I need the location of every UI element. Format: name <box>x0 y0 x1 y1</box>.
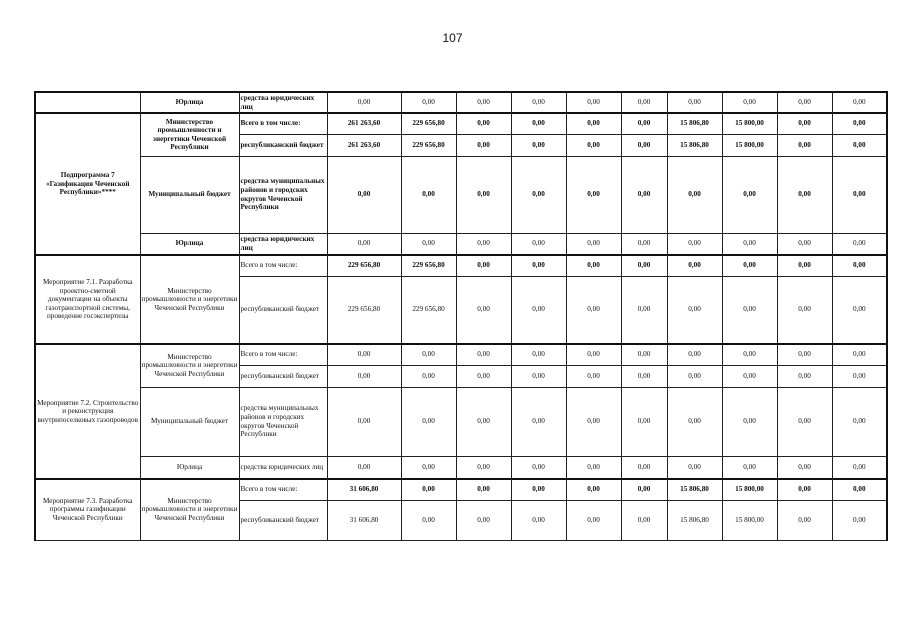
value-cell: 0,00 <box>832 92 887 113</box>
source-cell: средства юридических лиц <box>239 92 327 113</box>
table-row <box>35 456 887 479</box>
value-cell: 0,00 <box>511 344 566 365</box>
table-row <box>35 156 887 233</box>
value-cell: 0,00 <box>722 456 777 479</box>
value-cell: 15 806,80 <box>667 500 722 540</box>
value-cell: 0,00 <box>327 92 401 113</box>
value-cell: 0,00 <box>777 500 832 540</box>
value-cell: 0,00 <box>832 134 887 156</box>
value-cell: 0,00 <box>566 113 621 134</box>
value-cell: 0,00 <box>566 479 621 500</box>
source-cell: Всего в том числе: <box>239 479 327 500</box>
value-cell: 0,00 <box>621 456 667 479</box>
value-cell: 0,00 <box>667 387 722 456</box>
value-cell: 0,00 <box>667 276 722 344</box>
value-cell: 229 656,80 <box>327 255 401 276</box>
value-cell: 0,00 <box>667 92 722 113</box>
table-row <box>35 344 887 365</box>
subprogram-name-cell: Подпрограмма 7 «Газификация Чеченской Республики»**** <box>35 113 140 255</box>
table-row <box>35 479 887 500</box>
value-cell: 0,00 <box>722 276 777 344</box>
value-cell: 0,00 <box>722 365 777 387</box>
table-row <box>35 233 887 255</box>
value-cell: 0,00 <box>456 92 511 113</box>
value-cell: 229 656,80 <box>327 276 401 344</box>
value-cell: 0,00 <box>777 113 832 134</box>
value-cell: 0,00 <box>667 156 722 233</box>
value-cell: 0,00 <box>566 156 621 233</box>
value-cell: 0,00 <box>832 276 887 344</box>
responsible-cell: Юрлица <box>140 233 239 255</box>
value-cell: 0,00 <box>621 365 667 387</box>
value-cell: 0,00 <box>832 344 887 365</box>
source-cell: Всего в том числе: <box>239 344 327 365</box>
value-cell: 0,00 <box>832 456 887 479</box>
value-cell: 229 656,80 <box>401 276 456 344</box>
value-cell: 0,00 <box>621 113 667 134</box>
value-cell: 15 806,80 <box>667 113 722 134</box>
activity-name-cell: Мероприятие 7.2. Строительство и реконструкция внутрипоселковых газопроводов <box>35 344 140 479</box>
value-cell: 0,00 <box>511 134 566 156</box>
value-cell: 229 656,80 <box>401 113 456 134</box>
source-cell: средства юридических лиц <box>239 456 327 479</box>
value-cell: 15 806,80 <box>667 479 722 500</box>
value-cell: 0,00 <box>722 344 777 365</box>
value-cell: 0,00 <box>777 134 832 156</box>
value-cell: 0,00 <box>456 456 511 479</box>
value-cell: 0,00 <box>777 344 832 365</box>
value-cell: 15 800,00 <box>722 479 777 500</box>
value-cell: 0,00 <box>621 387 667 456</box>
continuation-name-cell <box>35 92 140 113</box>
responsible-cell: Министерство промышленности и энергетики Чеченской Республики <box>140 479 239 540</box>
value-cell: 0,00 <box>456 233 511 255</box>
value-cell: 0,00 <box>621 92 667 113</box>
value-cell: 0,00 <box>667 233 722 255</box>
value-cell: 0,00 <box>777 233 832 255</box>
budget-table <box>34 91 888 541</box>
value-cell: 15 800,00 <box>722 134 777 156</box>
value-cell: 0,00 <box>511 365 566 387</box>
value-cell: 0,00 <box>566 344 621 365</box>
value-cell: 0,00 <box>832 255 887 276</box>
table-row <box>35 387 887 456</box>
value-cell: 0,00 <box>401 500 456 540</box>
value-cell: 0,00 <box>566 500 621 540</box>
responsible-cell: Муниципальный бюджет <box>140 387 239 456</box>
value-cell: 0,00 <box>832 479 887 500</box>
responsible-cell: Министерство промышленности и энергетики Чеченской Республики <box>140 344 239 387</box>
source-cell: республиканский бюджет <box>239 134 327 156</box>
value-cell: 0,00 <box>621 479 667 500</box>
value-cell: 0,00 <box>621 156 667 233</box>
value-cell: 0,00 <box>566 233 621 255</box>
responsible-cell: Юрлица <box>140 456 239 479</box>
value-cell: 0,00 <box>621 344 667 365</box>
value-cell: 0,00 <box>456 156 511 233</box>
value-cell: 0,00 <box>456 134 511 156</box>
value-cell: 0,00 <box>401 479 456 500</box>
value-cell: 0,00 <box>832 365 887 387</box>
value-cell: 0,00 <box>456 113 511 134</box>
value-cell: 0,00 <box>456 479 511 500</box>
source-cell: республиканский бюджет <box>239 276 327 344</box>
value-cell: 0,00 <box>401 92 456 113</box>
value-cell: 0,00 <box>566 387 621 456</box>
value-cell: 0,00 <box>832 500 887 540</box>
value-cell: 0,00 <box>621 233 667 255</box>
value-cell: 0,00 <box>401 387 456 456</box>
page-number: 107 <box>442 31 463 45</box>
value-cell: 0,00 <box>832 113 887 134</box>
value-cell: 0,00 <box>511 387 566 456</box>
value-cell: 0,00 <box>511 255 566 276</box>
value-cell: 0,00 <box>667 365 722 387</box>
value-cell: 15 800,00 <box>722 113 777 134</box>
value-cell: 0,00 <box>511 500 566 540</box>
value-cell: 0,00 <box>777 255 832 276</box>
value-cell: 0,00 <box>511 276 566 344</box>
value-cell: 0,00 <box>327 233 401 255</box>
value-cell: 0,00 <box>511 456 566 479</box>
value-cell: 0,00 <box>621 276 667 344</box>
value-cell: 0,00 <box>511 156 566 233</box>
value-cell: 0,00 <box>327 156 401 233</box>
value-cell: 0,00 <box>456 255 511 276</box>
value-cell: 229 656,80 <box>401 255 456 276</box>
table-row <box>35 255 887 276</box>
value-cell: 0,00 <box>832 387 887 456</box>
value-cell: 31 606,80 <box>327 479 401 500</box>
value-cell: 0,00 <box>566 134 621 156</box>
value-cell: 0,00 <box>777 365 832 387</box>
value-cell: 0,00 <box>722 156 777 233</box>
value-cell: 0,00 <box>667 344 722 365</box>
value-cell: 0,00 <box>621 255 667 276</box>
value-cell: 15 806,80 <box>667 134 722 156</box>
source-cell: республиканский бюджет <box>239 365 327 387</box>
value-cell: 0,00 <box>566 92 621 113</box>
value-cell: 0,00 <box>327 387 401 456</box>
value-cell: 0,00 <box>777 92 832 113</box>
value-cell: 0,00 <box>511 233 566 255</box>
value-cell: 15 800,00 <box>722 500 777 540</box>
value-cell: 0,00 <box>511 479 566 500</box>
value-cell: 0,00 <box>777 276 832 344</box>
value-cell: 261 263,60 <box>327 134 401 156</box>
source-cell: Всего в том числе: <box>239 255 327 276</box>
value-cell: 0,00 <box>566 255 621 276</box>
value-cell: 0,00 <box>621 134 667 156</box>
value-cell: 0,00 <box>722 92 777 113</box>
value-cell: 0,00 <box>722 233 777 255</box>
value-cell: 0,00 <box>777 387 832 456</box>
value-cell: 0,00 <box>667 255 722 276</box>
responsible-cell: Юрлица <box>140 92 239 113</box>
value-cell: 0,00 <box>456 344 511 365</box>
value-cell: 0,00 <box>401 233 456 255</box>
value-cell: 0,00 <box>511 92 566 113</box>
value-cell: 0,00 <box>456 365 511 387</box>
value-cell: 0,00 <box>327 344 401 365</box>
source-cell: средства муниципальных районов и городских округов Чеченской Республики <box>239 156 327 233</box>
value-cell: 0,00 <box>722 387 777 456</box>
value-cell: 0,00 <box>566 276 621 344</box>
value-cell: 0,00 <box>566 456 621 479</box>
value-cell: 261 263,60 <box>327 113 401 134</box>
responsible-cell: Министерство промышленности и энергетики Чеченской Республики <box>140 113 239 156</box>
responsible-cell: Муниципальный бюджет <box>140 156 239 233</box>
value-cell: 0,00 <box>456 387 511 456</box>
value-cell: 0,00 <box>621 500 667 540</box>
value-cell: 0,00 <box>777 156 832 233</box>
value-cell: 0,00 <box>456 276 511 344</box>
value-cell: 0,00 <box>401 456 456 479</box>
value-cell: 0,00 <box>456 500 511 540</box>
value-cell: 0,00 <box>327 456 401 479</box>
source-cell: Всего в том числе: <box>239 113 327 134</box>
value-cell: 0,00 <box>722 255 777 276</box>
value-cell: 0,00 <box>327 365 401 387</box>
value-cell: 0,00 <box>401 344 456 365</box>
value-cell: 0,00 <box>401 365 456 387</box>
table-row <box>35 92 887 113</box>
value-cell: 0,00 <box>511 113 566 134</box>
activity-name-cell: Мероприятие 7.3. Разработка программы газификации Чеченской Республики <box>35 479 140 540</box>
source-cell: средства юридических лиц <box>239 233 327 255</box>
value-cell: 0,00 <box>566 365 621 387</box>
source-cell: республиканский бюджет <box>239 500 327 540</box>
source-cell: средства муниципальных районов и городских округов Чеченской Республики <box>239 387 327 456</box>
activity-name-cell: Мероприятие 7.1. Разработка проектно-сметной документации на объекты газотранспортной системы, проведение госэкспертизы <box>35 255 140 344</box>
value-cell: 0,00 <box>777 456 832 479</box>
value-cell: 0,00 <box>832 233 887 255</box>
value-cell: 0,00 <box>832 156 887 233</box>
value-cell: 31 606,80 <box>327 500 401 540</box>
responsible-cell: Министерство промышленности и энергетики Чеченской Республики <box>140 255 239 344</box>
value-cell: 0,00 <box>401 156 456 233</box>
value-cell: 229 656,80 <box>401 134 456 156</box>
table-row <box>35 113 887 134</box>
value-cell: 0,00 <box>777 479 832 500</box>
value-cell: 0,00 <box>667 456 722 479</box>
